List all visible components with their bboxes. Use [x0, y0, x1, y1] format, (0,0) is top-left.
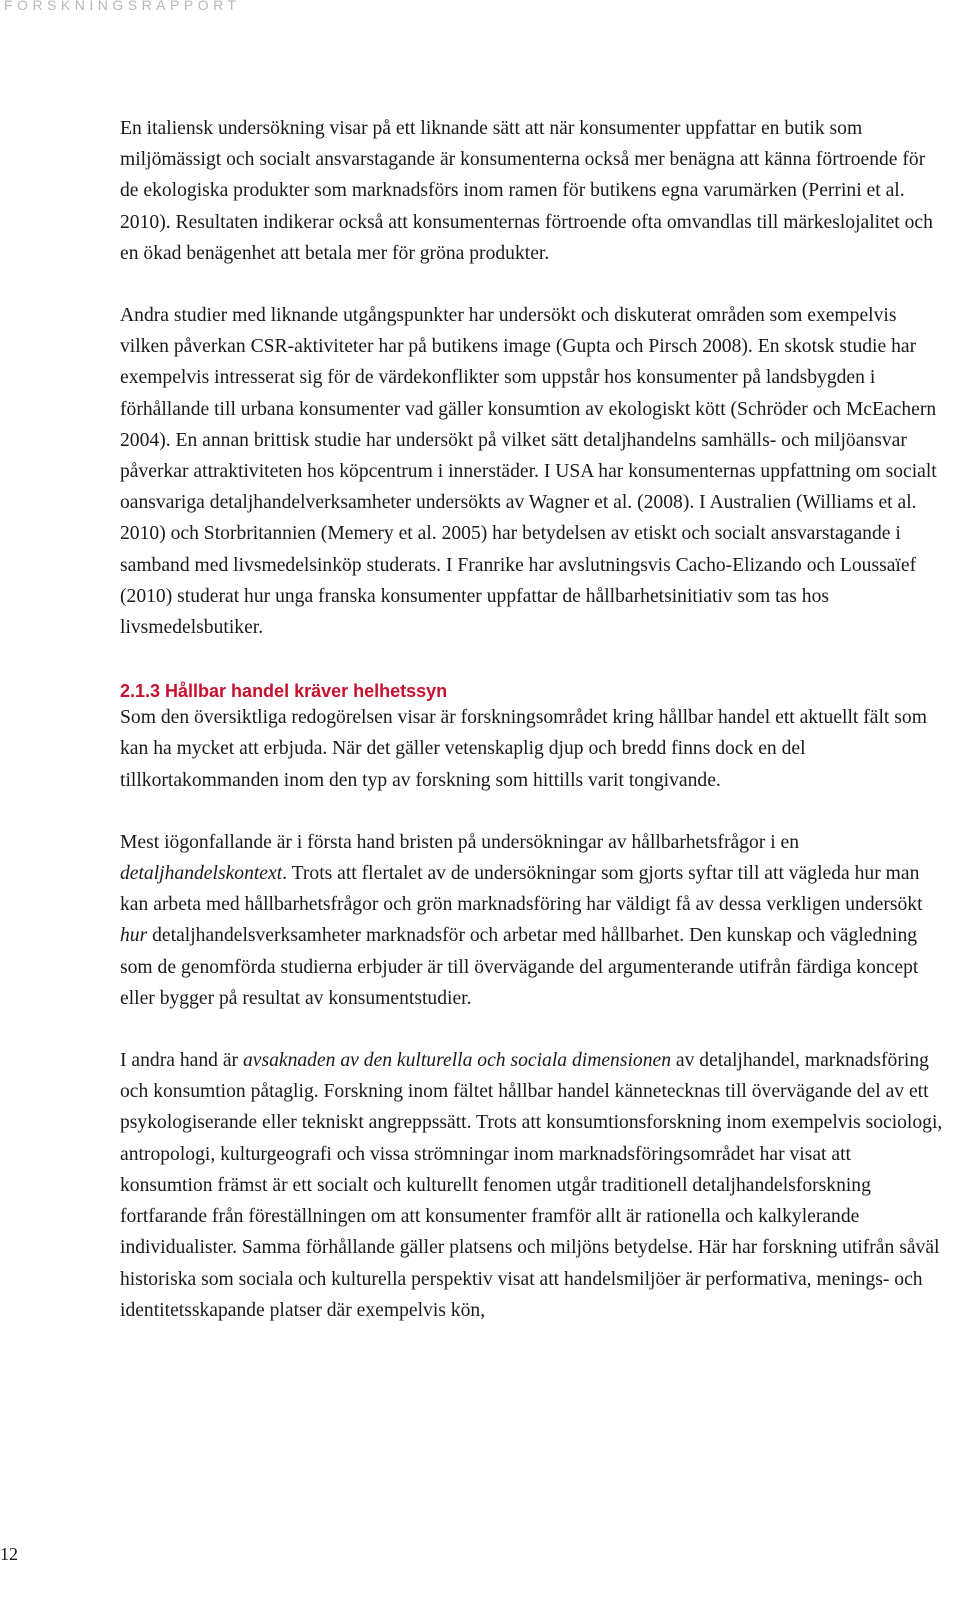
text-segment: I andra hand är [120, 1050, 243, 1072]
emphasis-text: avsaknaden av den kulturella och sociala dimensionen [242, 1050, 672, 1072]
text-segment: av detaljhandel, marknadsföring och konsumtion påtaglig. Forskning inom fältet hållbar handel kännetecknas till övervägande del av ett psykologiserande eller tekniskt angreppssätt. Trots att konsumtionsforskning inom exempelvis sociologi, antropologi, kulturgeografi och vissa strömningar inom marknadsföringsområdet har visat att konsumtion främst är ett socialt och kulturellt fenomen utgår traditionell detaljhandelsforskning fortfarande från föreställningen om att konsumenter framför allt är rationella och kalkylerande individualister. Samma förhållande gäller platsens och miljöns betydelse. Här har forskning utifrån såväl historiska som sociala och kulturella perspektiv visat att handelsmiljöer är performativa, menings- och identitetsskapande platser där exempelvis kön, [120, 1050, 943, 1321]
page-number: 12 [0, 1544, 18, 1564]
text-segment: detaljhandelsverksamheter marknadsför och arbetar med hållbarhet. Den kunskap och vägledning som de genomförda studierna erbjuder är till övervägande del argumenterande utifrån färdiga koncept eller bygger på resultat av konsumentstudier. [120, 925, 919, 1009]
page-header [0, 0, 960, 14]
document-body [120, 113, 945, 1326]
running-header-label: FORSKNINGSRAPPORT [4, 0, 241, 13]
paragraph-italian-study: En italiensk undersökning visar på ett liknande sätt att när konsumenter uppfattar en butik som miljömässigt och socialt ansvarstagande är konsumenterna också mer benägna att känna förtroende för de ekologiska produkter som marknadsförs inom ramen för butikens egna varumärken (Perrini et al. 2010). Resultaten indikerar också att konsumenternas förtroende ofta omvandlas till märkeslojalitet och en ökad benägenhet att betala mer för gröna produkter. [120, 118, 933, 264]
paragraph-other-studies: Andra studier med liknande utgångspunkter har undersökt och diskuterat områden som exempelvis vilken påverkan CSR-aktiviteter har på butikens image (Gupta och Pirsch 2008). En skotsk studie har exempelvis intresserat sig för de värdekonflikter som uppstår hos konsumenter på landsbygden i förhållande till urbana konsumenter vad gäller konsumtion av ekologiskt kött (Schröder och McEachern 2004). En annan brittisk studie har undersökt på vilket sätt detaljhandelns samhälls- och miljöansvar påverkar attraktiviteten hos köpcentrum i innerstäder. I USA har konsumenternas uppfattning om socialt oansvariga detaljhandelverksamheter undersökts av Wagner et al. (2008). I Australien (Williams et al. 2010) och Storbritannien (Memery et al. 2005) har betydelsen av etiskt och socialt ansvarstagande i samband med livsmedelsinköp studerats. I Franrike har avslutningsvis Cacho-Elizando och Loussaïef (2010) studerat hur unga franska konsumenter uppfattar de hållbarhetsinitiativ som tas hos livsmedelsbutiker. [120, 305, 937, 639]
section-heading: 2.1.3 Hållbar handel kräver helhetssyn [120, 681, 448, 702]
text-segment: Mest iögonfallande är i första hand bristen på undersökningar av hållbarhetsfrågor i en [120, 831, 800, 853]
paragraph-retail-context [120, 827, 945, 1014]
emphasis-text: detaljhandelskontext [120, 863, 283, 885]
paragraph-cultural-dimension [120, 1045, 945, 1326]
emphasis-text: hur [120, 925, 148, 947]
paragraph-overview: Som den översiktliga redogörelsen visar är forskningsområdet kring hållbar handel ett aktuellt fält som kan ha mycket att erbjuda. När det gäller vetenskaplig djup och bredd finns dock en del tillkortakommanden inom den typ av forskning som hittills varit tongivande. [120, 707, 927, 791]
text-segment: . Trots att flertalet av de undersökningar som gjorts syftar till att vägleda hur man kan arbeta med hållbarhetsfrågor och grön marknadsföring har väldigt få av dessa verkligen undersökt [120, 863, 923, 916]
